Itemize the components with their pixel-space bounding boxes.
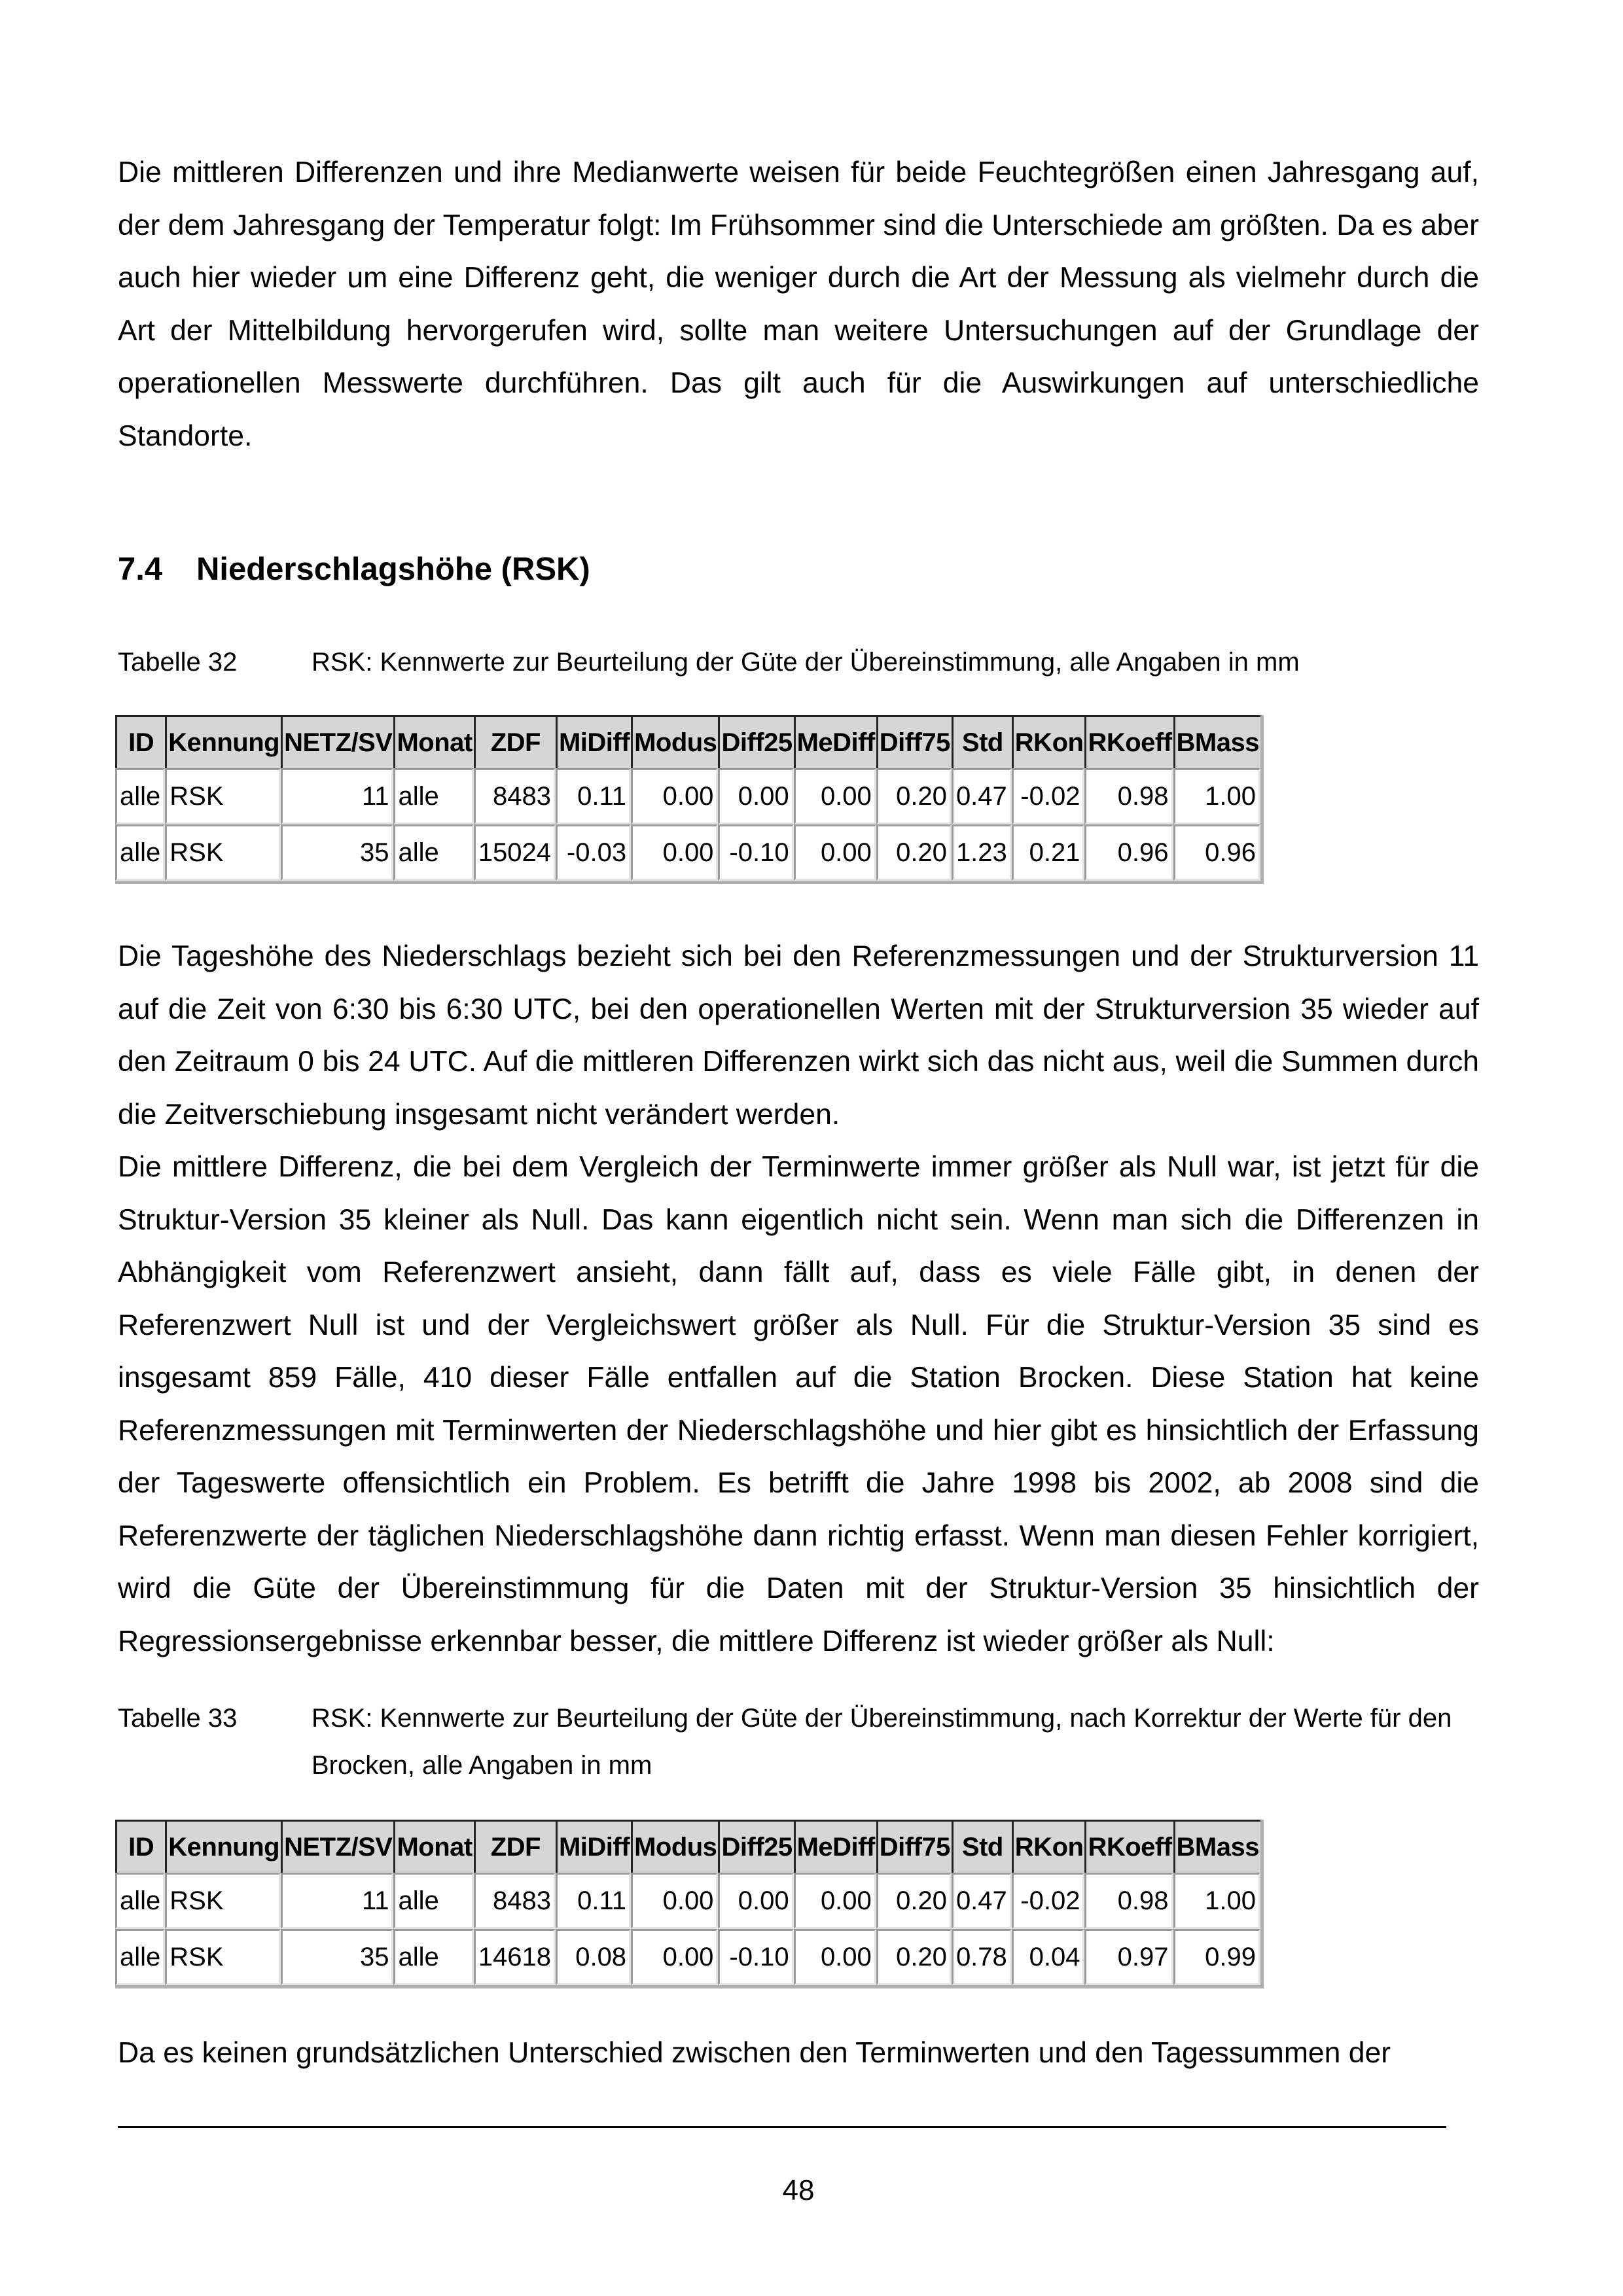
table-cell: alle bbox=[115, 768, 165, 824]
table-cell: 15024 bbox=[474, 824, 556, 881]
table-cell: -0.10 bbox=[718, 824, 793, 881]
table-cell: 0.20 bbox=[876, 1873, 952, 1929]
table-cell: 0.11 bbox=[556, 1873, 631, 1929]
column-header: RKoeff bbox=[1084, 715, 1173, 768]
table-cell: 0.99 bbox=[1173, 1929, 1260, 1985]
table-cell: RSK bbox=[165, 768, 281, 824]
table-33-caption-text: RSK: Kennwerte zur Beurteilung der Güte der Übereinstimmung, nach Korrektur der Werte für den Brocken, alle Angaben in mm bbox=[312, 1704, 1452, 1780]
table-cell: 8483 bbox=[474, 768, 556, 824]
table-cell: 0.98 bbox=[1084, 1873, 1173, 1929]
table-32-label: Tabelle 32 bbox=[118, 648, 238, 677]
table-cell: 0.11 bbox=[556, 768, 631, 824]
table-cell: alle bbox=[393, 1873, 473, 1929]
table-cell: 0.20 bbox=[876, 768, 952, 824]
table-cell: 0.00 bbox=[794, 824, 876, 881]
page-number: 48 bbox=[782, 2174, 815, 2206]
intro-paragraph: Die mittleren Differenzen und ihre Medianwerte weisen für beide Feuchtegrößen einen Jahresgang auf, der dem Jahresgang der Temperatur folgt: Im Frühsommer sind die Unterschiede am größten. Da es aber auch hier wieder um eine Differenz geht, die weniger durch die Art der Messung als vielmehr durch die Art der Mittelbildung hervorgerufen wird, sollte man weitere Untersuchungen auf der Grundlage der operationellen Messwerte durchführen. Das gilt auch für die Auswirkungen auf unterschiedliche Standorte. bbox=[118, 156, 1479, 452]
body-text-block bbox=[118, 930, 1479, 1668]
table-33-label: Tabelle 33 bbox=[118, 1704, 238, 1733]
table-cell: 0.00 bbox=[794, 1873, 876, 1929]
table-row bbox=[115, 768, 1260, 824]
column-header: MiDiff bbox=[556, 1820, 631, 1873]
table-header-row bbox=[115, 715, 1260, 768]
table-cell: 11 bbox=[281, 768, 393, 824]
column-header: Monat bbox=[393, 1820, 473, 1873]
table-cell: 0.00 bbox=[794, 768, 876, 824]
section-number: 7.4 bbox=[118, 552, 163, 587]
column-header: Monat bbox=[393, 715, 473, 768]
table-cell: 0.96 bbox=[1173, 824, 1260, 881]
table-33-caption bbox=[118, 1695, 1479, 1789]
table-cell: 0.98 bbox=[1084, 768, 1173, 824]
table-cell: -0.02 bbox=[1012, 1873, 1085, 1929]
column-header: Diff75 bbox=[876, 1820, 952, 1873]
column-header: ZDF bbox=[474, 1820, 556, 1873]
column-header: ID bbox=[115, 715, 165, 768]
table-cell: RSK bbox=[165, 1873, 281, 1929]
column-header: RKon bbox=[1012, 1820, 1085, 1873]
table-row bbox=[115, 1873, 1260, 1929]
table-cell: 11 bbox=[281, 1873, 393, 1929]
table-33 bbox=[115, 1820, 1264, 1988]
column-header: RKoeff bbox=[1084, 1820, 1173, 1873]
column-header: ZDF bbox=[474, 715, 556, 768]
table-cell: 0.00 bbox=[718, 1873, 793, 1929]
table-cell: alle bbox=[115, 1873, 165, 1929]
footer-divider bbox=[118, 2126, 1446, 2128]
table-cell: 35 bbox=[281, 824, 393, 881]
table-cell: 0.00 bbox=[718, 768, 793, 824]
column-header: MeDiff bbox=[794, 1820, 876, 1873]
column-header: BMass bbox=[1173, 1820, 1260, 1873]
table-cell: RSK bbox=[165, 824, 281, 881]
table-cell: 14618 bbox=[474, 1929, 556, 1985]
table-cell: alle bbox=[115, 1929, 165, 1985]
table-cell: RSK bbox=[165, 1929, 281, 1985]
table-32 bbox=[115, 715, 1264, 884]
column-header: RKon bbox=[1012, 715, 1085, 768]
column-header: NETZ/SV bbox=[281, 715, 393, 768]
table-cell: 0.00 bbox=[631, 1873, 718, 1929]
table-cell: 35 bbox=[281, 1929, 393, 1985]
table-cell: 1.23 bbox=[952, 824, 1012, 881]
table-cell: alle bbox=[393, 1929, 473, 1985]
table-cell: 0.78 bbox=[952, 1929, 1012, 1985]
column-header: MiDiff bbox=[556, 715, 631, 768]
table-32-caption bbox=[118, 639, 1479, 686]
column-header: Modus bbox=[631, 715, 718, 768]
table-cell: 0.20 bbox=[876, 824, 952, 881]
column-header: Diff75 bbox=[876, 715, 952, 768]
table-cell: 1.00 bbox=[1173, 1873, 1260, 1929]
table-cell: alle bbox=[393, 768, 473, 824]
column-header: Kennung bbox=[165, 1820, 281, 1873]
table-cell: 0.00 bbox=[631, 768, 718, 824]
daily-precipitation-paragraph: Die Tageshöhe des Niederschlags bezieht sich bei den Referenzmessungen und der Strukturversion 11 auf die Zeit von 6:30 bis 6:30 UTC, bei den operationellen Werten mit der Strukturversion 35 wieder auf den Zeitraum 0 bis 24 UTC. Auf die mittleren Differenzen wirkt sich das nicht aus, weil die Summen durch die Zeitverschiebung insgesamt nicht verändert werden. bbox=[118, 940, 1479, 1131]
column-header: MeDiff bbox=[794, 715, 876, 768]
closing-paragraph: Da es keinen grundsätzlichen Unterschied zwischen den Terminwerten und den Tagessummen der bbox=[118, 2037, 1391, 2069]
table-cell: 0.96 bbox=[1084, 824, 1173, 881]
table-cell: 0.47 bbox=[952, 1873, 1012, 1929]
section-heading bbox=[118, 550, 590, 589]
table-cell: 0.08 bbox=[556, 1929, 631, 1985]
table-cell: 0.04 bbox=[1012, 1929, 1085, 1985]
table-row bbox=[115, 824, 1260, 881]
table-row bbox=[115, 1929, 1260, 1985]
table-cell: 0.21 bbox=[1012, 824, 1085, 881]
section-title: Niederschlagshöhe (RSK) bbox=[196, 552, 590, 587]
table-cell: 8483 bbox=[474, 1873, 556, 1929]
table-cell: -0.02 bbox=[1012, 768, 1085, 824]
table-cell: alle bbox=[115, 824, 165, 881]
table-cell: 0.47 bbox=[952, 768, 1012, 824]
column-header: Modus bbox=[631, 1820, 718, 1873]
table-header-row bbox=[115, 1820, 1260, 1873]
table-cell: 0.20 bbox=[876, 1929, 952, 1985]
table-cell: 0.00 bbox=[631, 1929, 718, 1985]
table-32-caption-text: RSK: Kennwerte zur Beurteilung der Güte der Übereinstimmung, alle Angaben in mm bbox=[312, 648, 1300, 677]
column-header: ID bbox=[115, 1820, 165, 1873]
column-header: Std bbox=[952, 715, 1012, 768]
table-cell: 1.00 bbox=[1173, 768, 1260, 824]
table-cell: -0.03 bbox=[556, 824, 631, 881]
column-header: Std bbox=[952, 1820, 1012, 1873]
mean-difference-paragraph: Die mittlere Differenz, die bei dem Vergleich der Terminwerte immer größer als Null war, ist jetzt für die Struktur-Version 35 kleiner als Null. Das kann eigentlich nicht sein. Wenn man sich die Differenzen in Abhängigkeit vom Referenzwert ansieht, dann fällt auf, dass es viele Fälle gibt, in denen der Referenzwert Null ist und der Vergleichswert größer als Null. Für die Struktur-Version 35 sind es insgesamt 859 Fälle, 410 dieser Fälle entfallen auf die Station Brocken. Diese Station hat keine Referenzmessungen mit Terminwerten der Niederschlagshöhe und hier gibt es hinsichtlich der Erfassung der Tageswerte offensichtlich ein Problem. Es betrifft die Jahre 1998 bis 2002, ab 2008 sind die Referenzwerte der täglichen Niederschlagshöhe dann richtig erfasst. Wenn man diesen Fehler korrigiert, wird die Güte der Übereinstimmung für die Daten mit der Struktur-Version 35 hinsichtlich der Regressionsergebnisse erkennbar besser, die mittlere Differenz ist wieder größer als Null: bbox=[118, 1151, 1479, 1657]
column-header: BMass bbox=[1173, 715, 1260, 768]
table-cell: 0.00 bbox=[794, 1929, 876, 1985]
table-cell: -0.10 bbox=[718, 1929, 793, 1985]
column-header: Kennung bbox=[165, 715, 281, 768]
column-header: NETZ/SV bbox=[281, 1820, 393, 1873]
table-cell: 0.00 bbox=[631, 824, 718, 881]
column-header: Diff25 bbox=[718, 715, 793, 768]
table-cell: alle bbox=[393, 824, 473, 881]
column-header: Diff25 bbox=[718, 1820, 793, 1873]
table-cell: 0.97 bbox=[1084, 1929, 1173, 1985]
